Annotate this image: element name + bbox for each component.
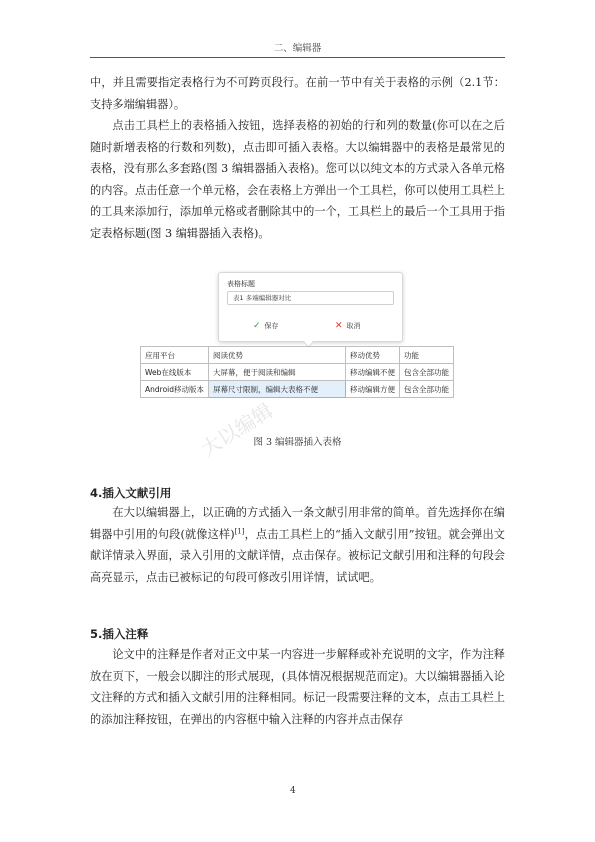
cancel-label: 取消 bbox=[346, 322, 361, 330]
table-cell[interactable]: Android移动版本 bbox=[141, 381, 209, 398]
figure-insert-table bbox=[140, 272, 465, 412]
close-icon: ✕ bbox=[335, 321, 343, 331]
save-button[interactable] bbox=[253, 321, 279, 331]
table-cell[interactable]: 包含全部功能 bbox=[400, 364, 454, 381]
citation-text-a: 在大以编辑器上，以正确的方式插入一条文献引用非常的简单。首先选择你在编辑器中引用的句段(就像这样) bbox=[90, 506, 505, 541]
table-title-input[interactable]: 表1 多端编辑器对比 bbox=[227, 291, 394, 305]
citation-marker[interactable]: [1] bbox=[234, 526, 245, 535]
watermark: 大以编辑 bbox=[196, 398, 278, 462]
check-icon: ✓ bbox=[253, 321, 261, 331]
table-row bbox=[141, 364, 454, 381]
paragraph-citation bbox=[90, 502, 505, 588]
table-title-dialog bbox=[218, 272, 403, 342]
table-cell[interactable]: 移动编辑不便 bbox=[346, 364, 400, 381]
citation-text-b: ，点击工具栏上的“插入文献引用”按钮。就会弹出文献详情录入界面，录入引用的文献详情，点击保存。被标记文献引用和注释的句段会高亮显示，点击已被标记的句段可修改引用详情，试试吧。 bbox=[90, 527, 505, 584]
paragraph-continued: 中，并且需要指定表格行为不可跨页段行。在前一节中有关于表格的示例（2.1节：支持多端编辑器）。 bbox=[90, 76, 505, 111]
body-text-top bbox=[90, 72, 505, 244]
comparison-table bbox=[140, 346, 454, 398]
table-cell[interactable]: 移动编辑方便 bbox=[346, 381, 400, 398]
section-heading-4: 4.插入文献引用 bbox=[90, 486, 172, 500]
table-cell[interactable]: Web在线版本 bbox=[141, 364, 209, 381]
figure-caption: 图 3 编辑器插入表格 bbox=[253, 437, 342, 448]
table-cell[interactable]: 应用平台 bbox=[141, 347, 209, 364]
page-number: 4 bbox=[290, 786, 296, 796]
save-label: 保存 bbox=[264, 322, 279, 330]
table-cell[interactable]: 大屏幕，便于阅读和编辑 bbox=[209, 364, 346, 381]
table-cell[interactable]: 移动优势 bbox=[346, 347, 400, 364]
cancel-button[interactable] bbox=[335, 321, 361, 331]
body-text-section4 bbox=[90, 502, 505, 588]
dialog-title: 表格标题 bbox=[227, 280, 255, 288]
section-heading-5: 5.插入注释 bbox=[90, 627, 149, 641]
body-text-section5 bbox=[90, 644, 505, 730]
table-cell-selected[interactable]: 屏幕尺寸限制，编辑大表格不便 bbox=[209, 381, 346, 398]
paragraph-notes: 论文中的注释是作者对正文中某一内容进一步解释或补充说明的文字，作为注释放在页下，一般会以脚注的形式展现，(具体情况根据规范而定)。大以编辑器插入论文注释的方式和插入文献引用的注释相同。标记一段需要注释的文本，点击工具栏上的添加注释按钮，在弹出的内容框中输入注释的内容并点击保存 bbox=[90, 648, 505, 726]
table-row bbox=[141, 347, 454, 364]
table-cell[interactable]: 阅读优势 bbox=[209, 347, 346, 364]
paragraph-insert-table: 点击工具栏上的表格插入按钮，选择表格的初始的行和列的数量(你可以在之后随时新增表格的行数和列数)，点击即可插入表格。大以编辑器中的表格是最常见的表格，没有那么多套路(图 3 编辑器插入表格)。您可以以纯文本的方式录入各单元格的内容。点击任意一个单元格，会在表格上方弹出一个工具栏，你可以使用工具栏上的工具来添加行，添加单元格或者删除其中的一个，工具栏上的最后一个工具用于指定表格标题(图 3 编辑器插入表格)。 bbox=[90, 119, 505, 240]
table-cell[interactable]: 功能 bbox=[400, 347, 454, 364]
table-cell[interactable]: 包含全部功能 bbox=[400, 381, 454, 398]
table-row bbox=[141, 381, 454, 398]
running-header: 二、编辑器 bbox=[90, 40, 505, 58]
